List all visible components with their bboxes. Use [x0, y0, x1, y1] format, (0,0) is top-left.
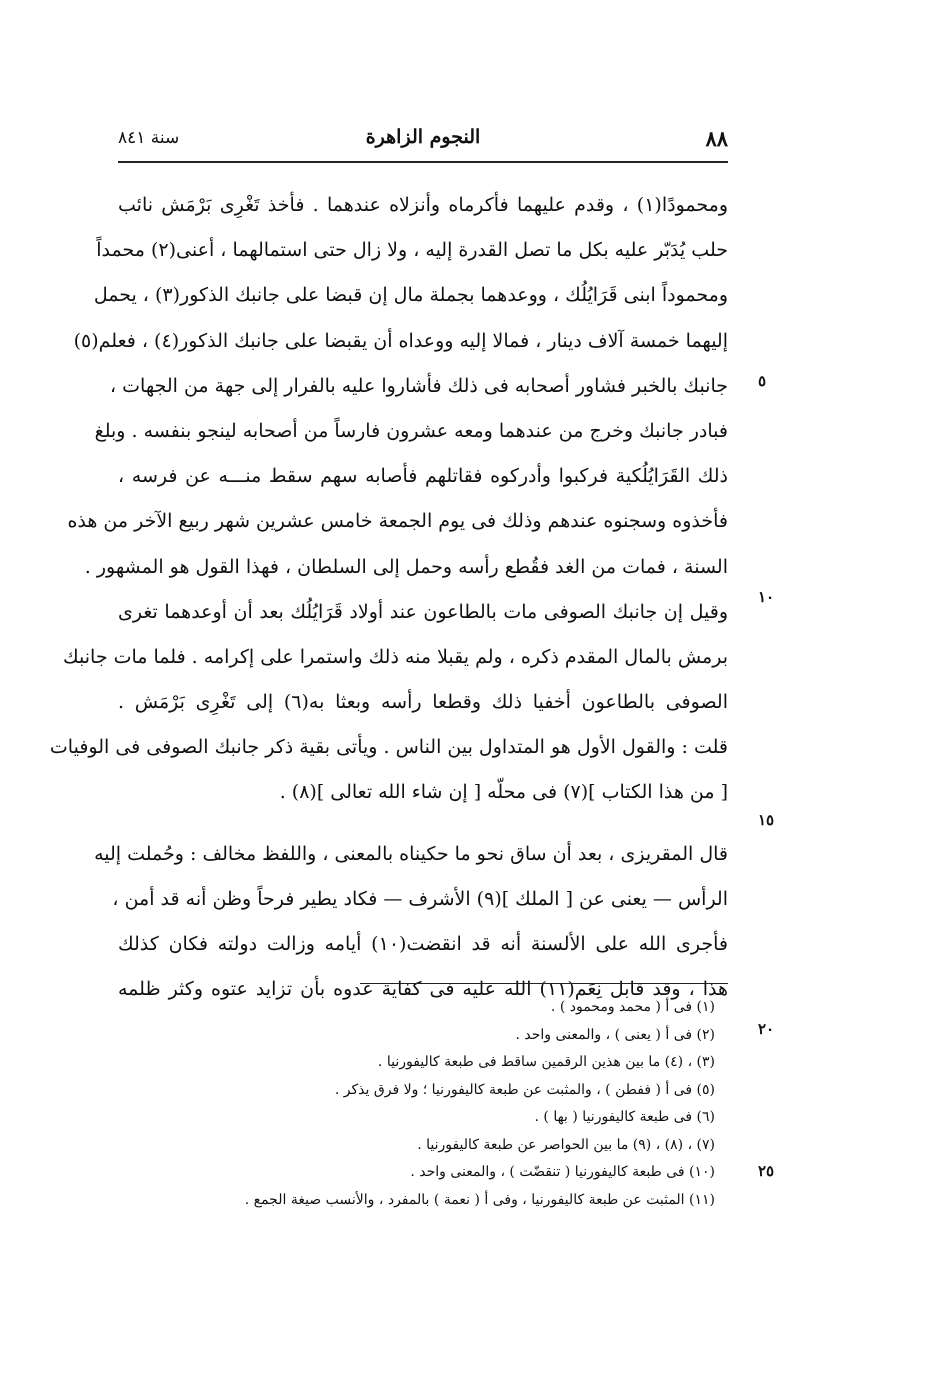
- text-line: الصوفى بالطاعون أخفيا ذلك وقطعا رأسه وبعثا به(٦) إلى تَغْرِى بَرْمَش .: [118, 691, 728, 714]
- header-rule: [118, 161, 728, 163]
- line-number-20: ٢٠: [758, 1020, 775, 1038]
- text-line: قلت : والقول الأول هو المتداول بين الناس . ويأتى بقية ذكر جانبك الصوفى فى الوفيات: [49, 736, 728, 759]
- text-line: فأجرى الله على الألسنة أنه قد انقضت(١٠) أيامه وزالت دولته فكان كذلك: [118, 933, 729, 955]
- text-line: ومحمودًا(١) ، وقدم عليهما فأكرماه وأنزلاه عندهما . فأخذ تَغْرِى بَرْمَش نائب: [118, 194, 728, 216]
- text-line: وقيل إن جانبك الصوفى مات بالطاعون عند أولاد قَرَايُلُك بعد أن أوعدهما تغرى: [118, 600, 728, 623]
- text-line: فأخذوه وسجنوه عندهم وذلك فى يوم الجمعة خامس عشرين شهر ربيع الآخر من هذه: [67, 510, 728, 533]
- text-line: حلب يُدَبّر عليه بكل ما تصل القدرة إليه ، ولا زال حتى استمالهما ، أعنى(٢) محمداً: [96, 239, 728, 262]
- footnotes: [160, 994, 715, 1214]
- footnote: (١) فى أ ( محمد ومحمود ) .: [550, 999, 715, 1015]
- page-header: [118, 126, 728, 158]
- main-text: [49, 183, 729, 1012]
- line-number-10: ١٠: [758, 588, 775, 606]
- text-line: إليهما خمسة آلاف دينار ، فمالا إليه ووعداه أن يقبضا على جانبك الذكور(٤) ، فعلم(٥): [73, 329, 728, 352]
- footnote: (٣) ، (٤) ما بين هذين الرقمين ساقط فى طبعة كاليفورنيا .: [377, 1054, 715, 1070]
- footnote: (٢) فى أ ( يعنى ) ، والمعنى واحد .: [515, 1026, 715, 1043]
- footnote: (١٠) فى طبعة كاليفورنيا ( تنقضّت ) ، والمعنى واحد .: [410, 1164, 715, 1180]
- footnote-rule: [360, 983, 728, 984]
- paragraph-1: [67, 183, 728, 590]
- paragraph-3: [94, 832, 729, 1013]
- footnote: (٥) فى أ ( ففطن ) ، والمثبت عن طبعة كاليفورنيا ؛ ولا فرق يذكر .: [334, 1081, 715, 1098]
- page-number: ٨٨: [705, 126, 728, 151]
- text-line: [ من هذا الكتاب ](٧) فى محلّه [ إن شاء الله تعالى ](٨) .: [279, 781, 728, 804]
- text-line: السنة ، فمات من الغد فقُطع رأسه وحمل إلى السلطان ، فهذا القول هو المشهور .: [84, 555, 728, 578]
- text-line: ومحموداً ابنى قَرَايُلُك ، ووعدهما بجملة مال إن قبضا على جانبك الذكور(٣) ، يحمل: [93, 284, 728, 307]
- running-year: سنة ٨٤١: [118, 128, 180, 148]
- line-number-15: ١٥: [758, 811, 775, 829]
- paragraph-2: [49, 590, 728, 816]
- paragraph-gap: [118, 816, 728, 832]
- text-line: جانبك بالخبر فشاور أصحابه فى ذلك فأشاروا عليه بالفرار إلى جهة من الجهات ،: [109, 374, 728, 397]
- text-line: ذلك القَرَايُلُكية فركبوا وأدركوه فقاتلهم فأصابه سهم سقط منـــه عن فرسه ،: [118, 465, 728, 488]
- footnote: (٦) فى طبعة كاليفورنيا ( بها ) .: [534, 1109, 715, 1125]
- footnote: (١١) المثبت عن طبعة كاليفورنيا ، وفى أ ( نعمة ) بالمفرد ، والأنسب صيغة الجمع .: [244, 1191, 715, 1208]
- text-line: هذا ، وقد قابل نِعَم(١١) الله عليه فى كفاية عدوه بأن تزايد عتوه وكثر ظلمه: [118, 978, 728, 1001]
- text-line: برمش بالمال المقدم ذكره ، ولم يقبلا منه ذلك واستمرا على إكرامه . فلما مات جانبك: [63, 645, 728, 668]
- line-number-5: ٥: [758, 372, 767, 390]
- running-title: النجوم الزاهرة: [365, 126, 481, 148]
- text-line: فبادر جانبك وخرج من عندهما ومعه عشرون فارساً من أصحابه لينجو بنفسه . وبلغ: [94, 419, 728, 442]
- footnote: (٧) ، (٨) ، (٩) ما بين الحواصر عن طبعة كاليفورنيا .: [417, 1136, 715, 1153]
- line-number-25: ٢٥: [758, 1162, 775, 1180]
- text-line: قال المقريزى ، بعد أن ساق نحو ما حكيناه بالمعنى ، واللفظ مخالف : وحُملت إليه: [94, 842, 728, 865]
- text-line: الرأس — يعنى عن [ الملك ](٩) الأشرف — فكاد يطير فرحاً وظن أنه قد أمن ،: [112, 887, 728, 910]
